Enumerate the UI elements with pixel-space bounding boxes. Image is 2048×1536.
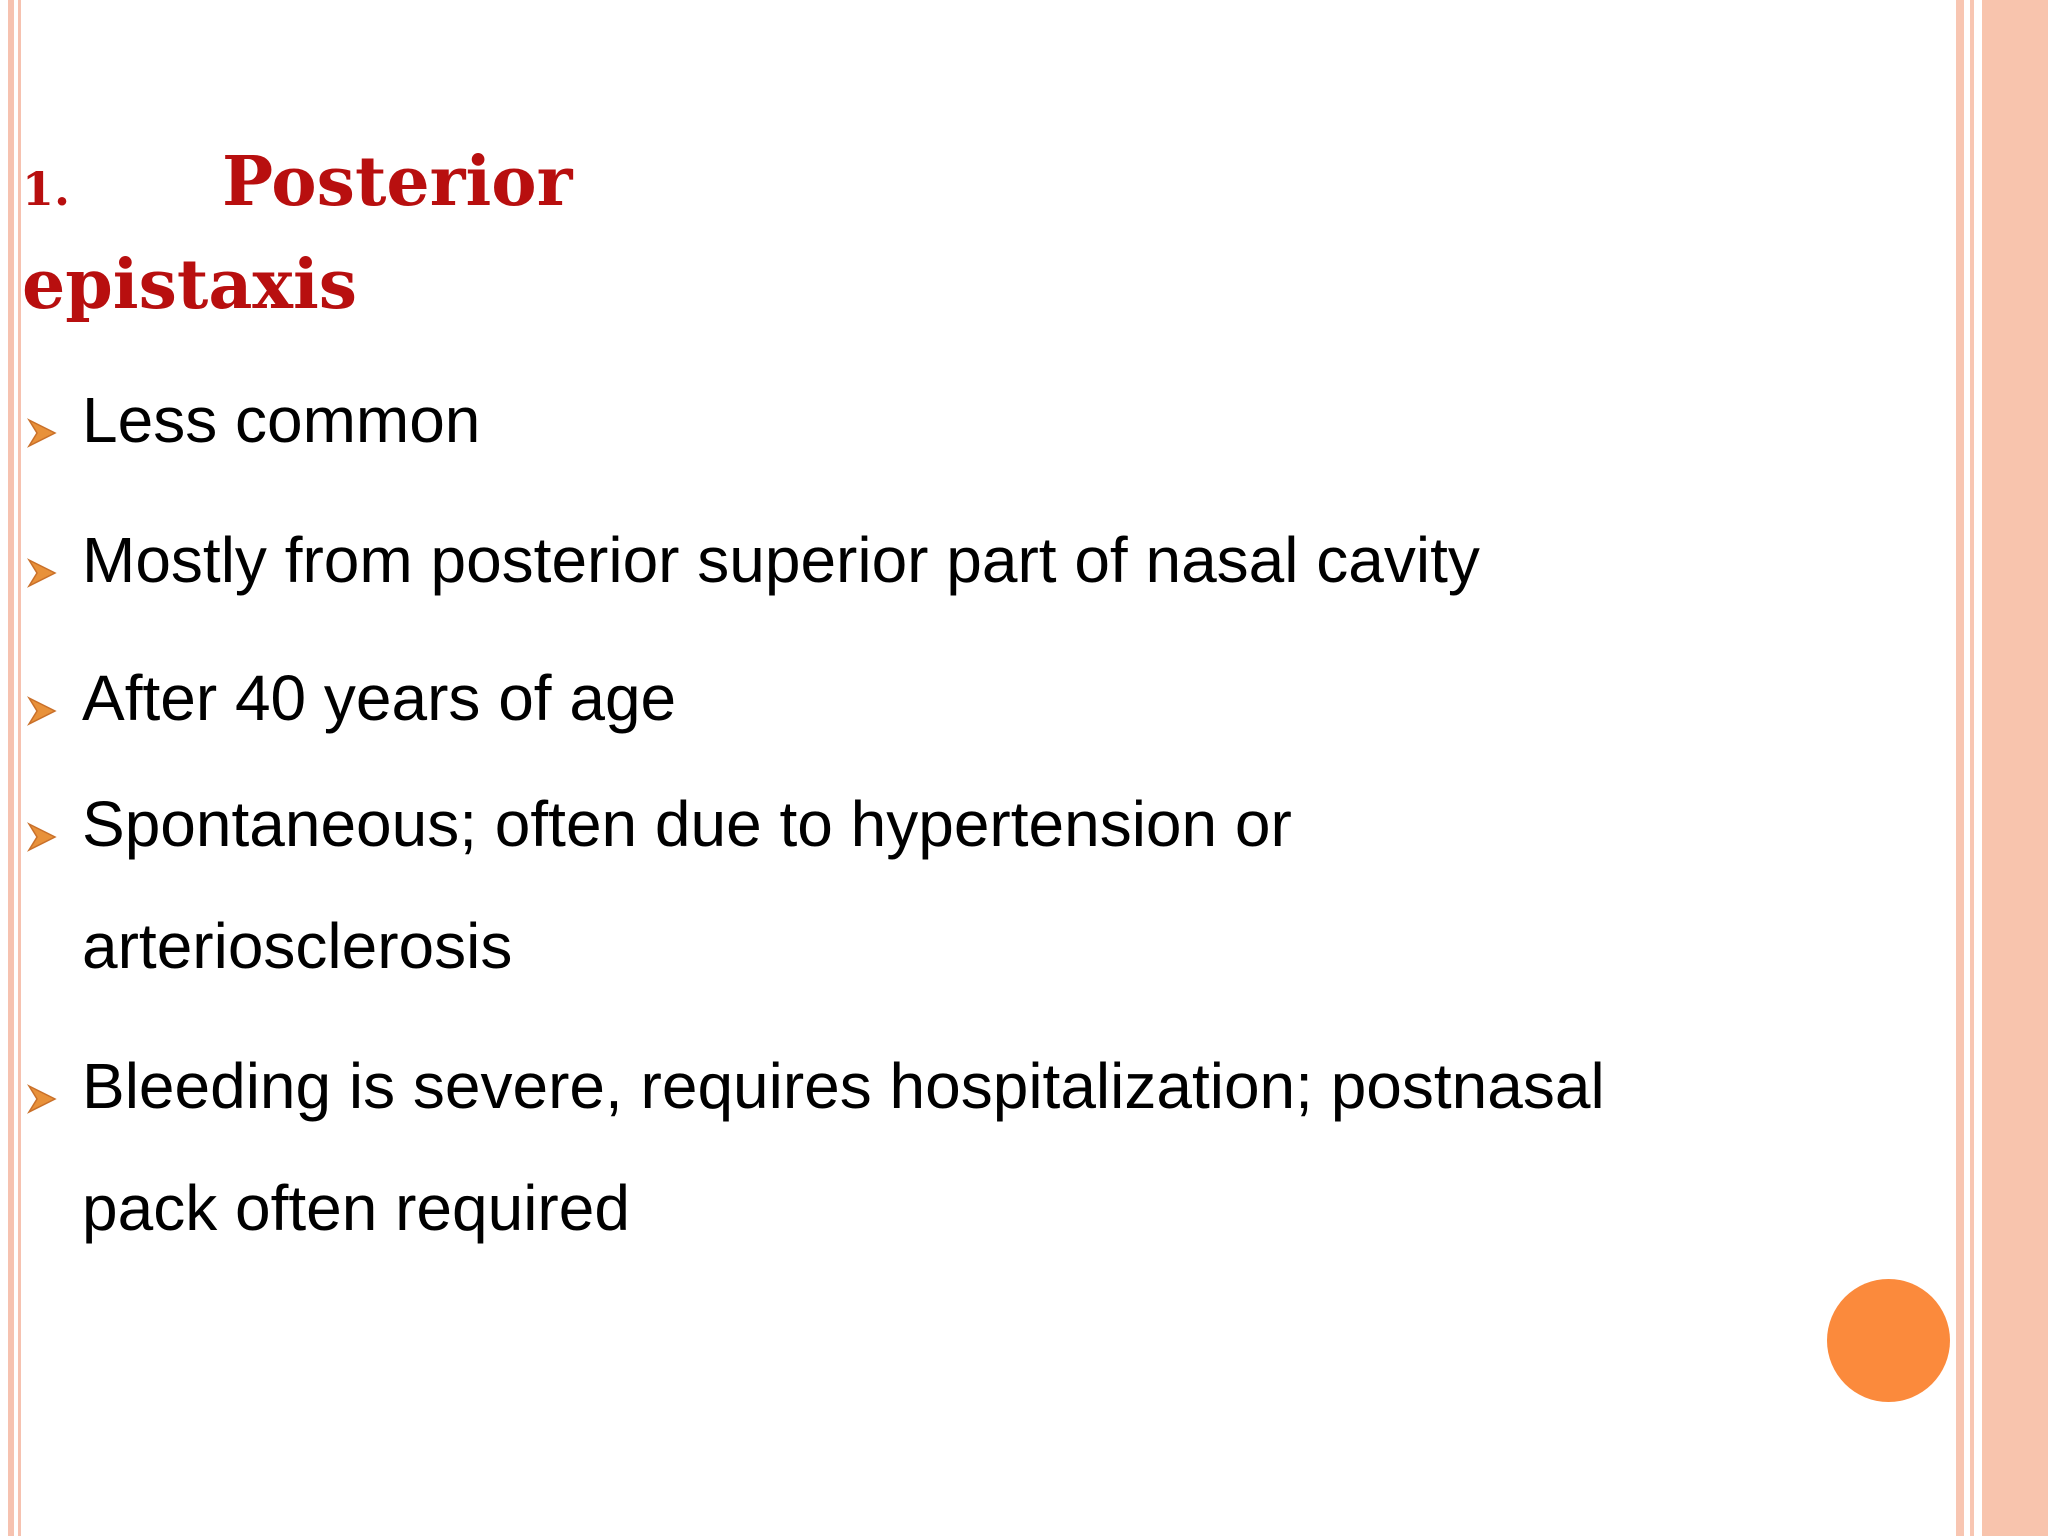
bullet-text-continuation: pack often required	[82, 1172, 630, 1244]
arrowhead-bullet-icon	[25, 820, 59, 854]
bullet-text: Bleeding is severe, requires hospitalization; postnasal	[82, 1050, 1605, 1122]
bullet-text: Spontaneous; often due to hypertension or	[82, 788, 1292, 860]
arrowhead-bullet-icon	[25, 1082, 59, 1116]
left-border-line	[8, 0, 14, 1536]
arrowhead-bullet-icon	[25, 416, 59, 450]
title-number: 1.	[22, 162, 71, 216]
title-text: Posterior epistaxis	[22, 142, 573, 325]
right-border-panel	[1982, 0, 2048, 1536]
bullet-text: Mostly from posterior superior part of nasal cavity	[82, 524, 1480, 596]
arrowhead-bullet-icon	[25, 694, 59, 728]
right-border-line-thin	[1970, 0, 1974, 1536]
arrowhead-bullet-icon	[25, 556, 59, 590]
bullet-text-continuation: arteriosclerosis	[82, 910, 513, 982]
bullet-text: After 40 years of age	[82, 662, 677, 734]
bullet-text: Less common	[82, 384, 481, 456]
right-border-line	[1956, 0, 1964, 1536]
slide-title	[22, 134, 722, 333]
left-border-line-thin	[18, 0, 21, 1536]
orange-circle-decoration	[1827, 1279, 1950, 1402]
